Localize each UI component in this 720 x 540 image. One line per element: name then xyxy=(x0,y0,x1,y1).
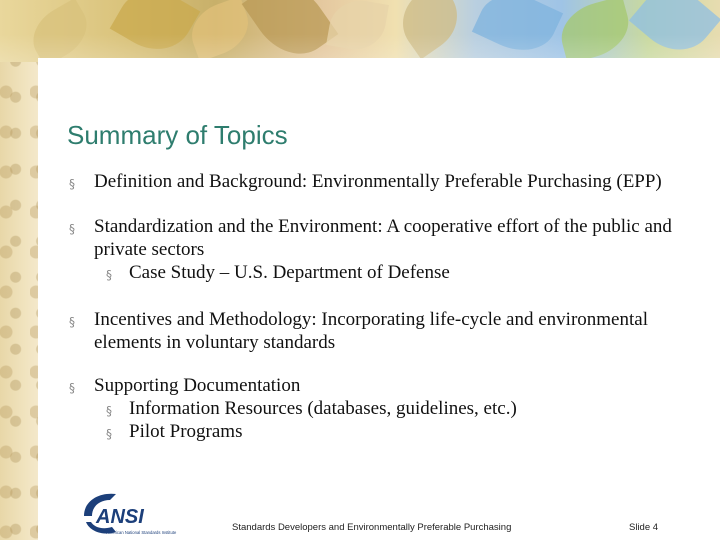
sub-bullet-item xyxy=(94,261,687,284)
bullet-item xyxy=(67,308,687,354)
bullet-text: Supporting Documentation xyxy=(94,375,301,396)
bullet-marker-icon: § xyxy=(69,177,75,191)
logo-wordmark: ANSI xyxy=(96,506,144,528)
bullet-marker-icon: § xyxy=(69,315,75,329)
banner-shade xyxy=(0,0,720,62)
slide-number: Slide 4 xyxy=(629,522,659,533)
bullet-text: Definition and Background: Environmentally Preferable Purchasing (EPP) xyxy=(94,171,662,192)
bullet-text: Standardization and the Environment: A cooperative effort of the public and private sectors xyxy=(94,216,672,260)
bullet-marker-icon: § xyxy=(106,427,112,441)
sub-bullet-item xyxy=(94,397,687,420)
bullet-text: Incentives and Methodology: Incorporating life-cycle and environmental elements in voluntary standards xyxy=(94,309,648,353)
sub-bullet-text: Case Study – U.S. Department of Defense xyxy=(129,262,450,283)
bullet-marker-icon: § xyxy=(69,222,75,236)
bullet-marker-icon: § xyxy=(106,404,112,418)
sub-bullet-text: Pilot Programs xyxy=(129,421,243,442)
bullet-item xyxy=(67,170,687,193)
footer-center-text: Standards Developers and Environmentally Preferable Purchasing xyxy=(232,522,512,533)
bullet-item xyxy=(67,374,687,443)
bullet-list xyxy=(67,170,687,443)
bullet-item xyxy=(67,215,687,284)
ansi-logo xyxy=(80,490,220,538)
leaf-banner xyxy=(0,0,720,62)
sub-bullet-item xyxy=(94,420,687,443)
bullet-marker-icon: § xyxy=(106,268,112,282)
slide-title: Summary of Topics xyxy=(67,120,288,150)
logo-tagline: American National Standards Institute xyxy=(106,530,177,535)
sub-bullet-text: Information Resources (databases, guidelines, etc.) xyxy=(129,398,517,419)
bullet-marker-icon: § xyxy=(69,381,75,395)
